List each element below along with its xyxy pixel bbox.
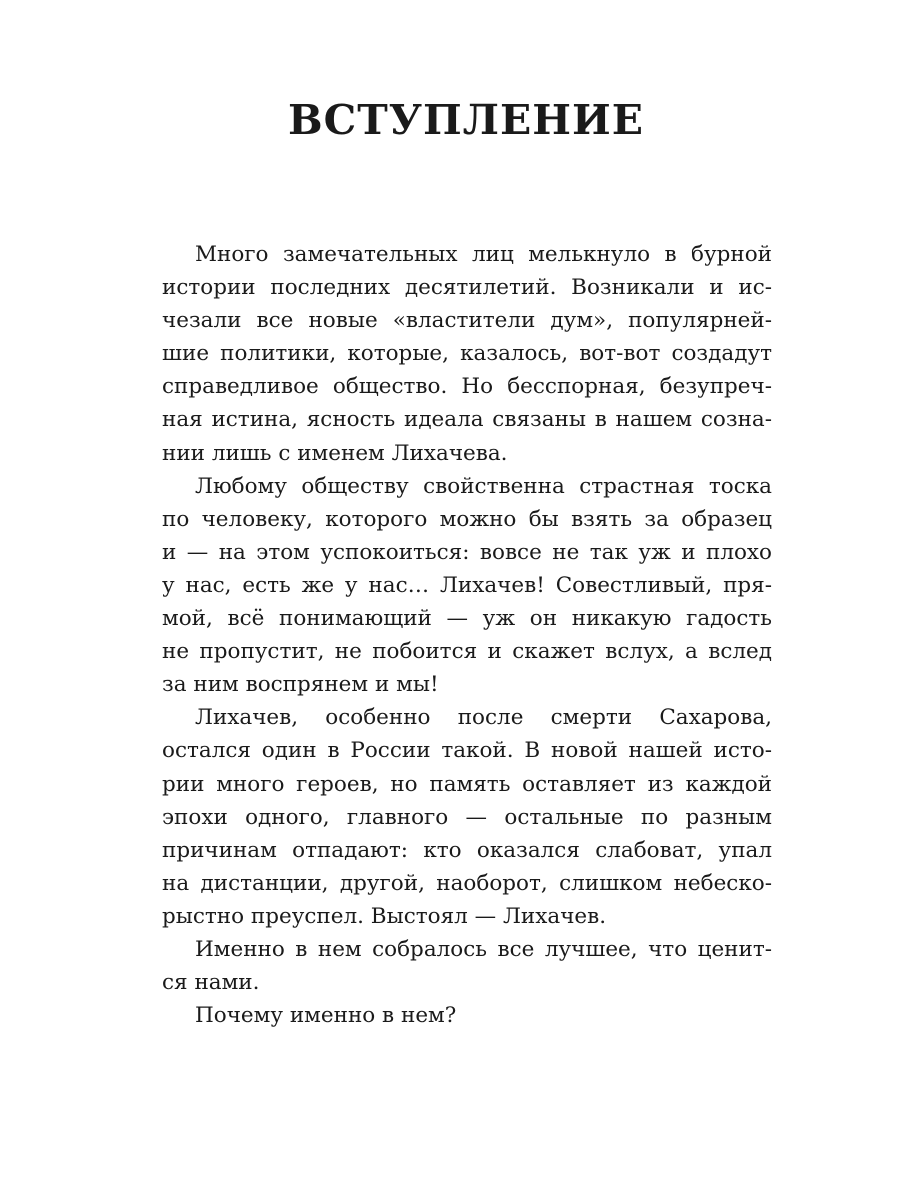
- text-line: и — на этом успокоиться: вовсе не так уж и плохо: [162, 539, 772, 565]
- text-line: Почему именно в нем?: [195, 1003, 457, 1029]
- text-line: справедливое общество. Но бесспорная, безупреч-: [162, 374, 772, 400]
- text-line: Лихачев, особенно после смерти Сахарова,: [195, 705, 772, 731]
- text-line: рии много героев, но память оставляет из каждой: [162, 771, 772, 797]
- text-line: шие политики, которые, казалось, вот-вот создадут: [162, 341, 772, 367]
- text-line: по человеку, которого можно бы взять за образец: [162, 506, 772, 532]
- chapter-title: ВСТУПЛЕНИЕ: [287, 96, 645, 144]
- text-line: причинам отпадают: кто оказался слабоват, упал: [162, 837, 772, 863]
- body-text: [162, 238, 772, 1032]
- text-line: Много замечательных лиц мелькнуло в бурной: [195, 242, 772, 267]
- text-line: у нас, есть же у нас… Лихачев! Совестливый, пря-: [162, 572, 772, 598]
- text-line: эпохи одного, главного — остальные по разным: [162, 804, 772, 830]
- text-line: Именно в нем собралось все лучшее, что ценит-: [195, 936, 772, 962]
- text-line: нии лишь с именем Лихачева.: [162, 440, 508, 466]
- text-line: мой, всё понимающий — уж он никакую гадость: [162, 606, 772, 632]
- text-line: не пропустит, не побоится и скажет вслух, а вслед: [162, 639, 772, 665]
- text-line: на дистанции, другой, наоборот, слишком небеско-: [162, 870, 772, 896]
- text-line: Любому обществу свойственна страстная тоска: [195, 473, 772, 499]
- text-line: рыстно преуспел. Выстоял — Лихачев.: [162, 903, 607, 929]
- text-line: чезали все новые «властители дум», популярней-: [162, 308, 772, 334]
- text-line: истории последних десятилетий. Возникали и ис-: [162, 275, 772, 301]
- text-line: ная истина, ясность идеала связаны в нашем созна-: [162, 407, 772, 433]
- text-line: остался один в России такой. В новой нашей исто-: [162, 738, 772, 764]
- text-line: за ним воспрянем и мы!: [162, 672, 439, 698]
- text-line: ся нами.: [162, 970, 260, 996]
